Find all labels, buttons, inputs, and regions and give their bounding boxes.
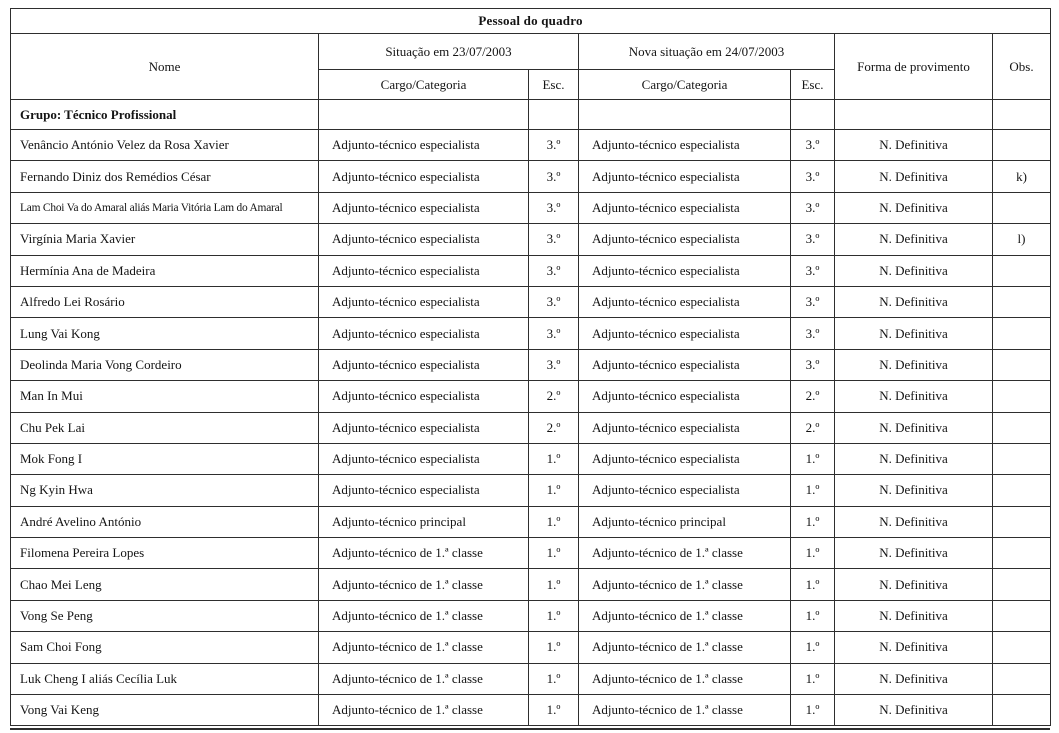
nome-cell: Venâncio António Velez da Rosa Xavier (11, 130, 319, 161)
nome-cell: Hermínia Ana de Madeira (11, 255, 319, 286)
esc-old-cell: 1.º (529, 443, 579, 474)
table-row (11, 381, 1051, 412)
nome-cell: Man In Mui (11, 381, 319, 412)
forma-cell: N. Definitiva (835, 632, 993, 663)
nome-cell: Filomena Pereira Lopes (11, 538, 319, 569)
col-header-situacao-new: Nova situação em 24/07/2003 (579, 34, 835, 70)
forma-cell: N. Definitiva (835, 224, 993, 255)
esc-new-cell: 3.º (791, 161, 835, 192)
esc-new-cell: 3.º (791, 349, 835, 380)
cargo-old-cell: Adjunto-técnico especialista (319, 130, 529, 161)
nome-cell: Virgínia Maria Xavier (11, 224, 319, 255)
table-title: Pessoal do quadro (11, 9, 1051, 34)
col-header-nome: Nome (11, 34, 319, 100)
esc-old-cell: 1.º (529, 475, 579, 506)
bottom-rule (10, 728, 1050, 730)
table-row (11, 475, 1051, 506)
cargo-old-cell: Adjunto-técnico de 1.ª classe (319, 663, 529, 694)
col-header-esc-new: Esc. (791, 70, 835, 100)
cargo-new-cell: Adjunto-técnico especialista (579, 318, 791, 349)
obs-cell (993, 475, 1051, 506)
forma-cell: N. Definitiva (835, 443, 993, 474)
cargo-old-cell: Adjunto-técnico especialista (319, 161, 529, 192)
forma-cell: N. Definitiva (835, 695, 993, 726)
esc-old-cell: 1.º (529, 632, 579, 663)
cargo-old-cell: Adjunto-técnico especialista (319, 255, 529, 286)
cargo-old-cell: Adjunto-técnico de 1.ª classe (319, 632, 529, 663)
nome-cell: Ng Kyin Hwa (11, 475, 319, 506)
cargo-new-cell: Adjunto-técnico especialista (579, 349, 791, 380)
table-row (11, 443, 1051, 474)
cargo-old-cell: Adjunto-técnico especialista (319, 318, 529, 349)
cargo-new-cell: Adjunto-técnico especialista (579, 192, 791, 223)
cargo-old-cell: Adjunto-técnico especialista (319, 286, 529, 317)
cargo-new-cell: Adjunto-técnico especialista (579, 161, 791, 192)
nome-cell: Luk Cheng I aliás Cecília Luk (11, 663, 319, 694)
cargo-old-cell: Adjunto-técnico especialista (319, 443, 529, 474)
esc-old-cell: 3.º (529, 286, 579, 317)
esc-old-cell: 1.º (529, 569, 579, 600)
esc-new-cell: 1.º (791, 695, 835, 726)
forma-cell: N. Definitiva (835, 130, 993, 161)
forma-cell: N. Definitiva (835, 506, 993, 537)
nome-cell: Deolinda Maria Vong Cordeiro (11, 349, 319, 380)
cargo-old-cell: Adjunto-técnico especialista (319, 412, 529, 443)
empty-cell (529, 100, 579, 130)
esc-new-cell: 2.º (791, 412, 835, 443)
forma-cell: N. Definitiva (835, 161, 993, 192)
obs-cell (993, 538, 1051, 569)
table-row (11, 255, 1051, 286)
esc-new-cell: 1.º (791, 663, 835, 694)
cargo-new-cell: Adjunto-técnico de 1.ª classe (579, 695, 791, 726)
esc-old-cell: 1.º (529, 600, 579, 631)
nome-cell: Sam Choi Fong (11, 632, 319, 663)
esc-new-cell: 3.º (791, 224, 835, 255)
table-body (11, 100, 1051, 726)
esc-new-cell: 1.º (791, 569, 835, 600)
table-row (11, 600, 1051, 631)
cargo-new-cell: Adjunto-técnico especialista (579, 255, 791, 286)
cargo-old-cell: Adjunto-técnico especialista (319, 349, 529, 380)
esc-new-cell: 1.º (791, 475, 835, 506)
cargo-old-cell: Adjunto-técnico especialista (319, 224, 529, 255)
esc-new-cell: 3.º (791, 130, 835, 161)
nome-cell: Fernando Diniz dos Remédios César (11, 161, 319, 192)
table-row (11, 538, 1051, 569)
esc-old-cell: 1.º (529, 695, 579, 726)
esc-old-cell: 2.º (529, 412, 579, 443)
esc-new-cell: 3.º (791, 286, 835, 317)
cargo-old-cell: Adjunto-técnico especialista (319, 192, 529, 223)
group-header-row (11, 100, 1051, 130)
cargo-new-cell: Adjunto-técnico de 1.ª classe (579, 538, 791, 569)
nome-cell: Chao Mei Leng (11, 569, 319, 600)
esc-new-cell: 3.º (791, 318, 835, 349)
obs-cell (993, 130, 1051, 161)
esc-new-cell: 2.º (791, 381, 835, 412)
table-row (11, 349, 1051, 380)
cargo-old-cell: Adjunto-técnico especialista (319, 381, 529, 412)
obs-cell (993, 663, 1051, 694)
empty-cell (579, 100, 791, 130)
obs-cell (993, 286, 1051, 317)
cargo-new-cell: Adjunto-técnico especialista (579, 224, 791, 255)
obs-cell (993, 192, 1051, 223)
cargo-old-cell: Adjunto-técnico de 1.ª classe (319, 600, 529, 631)
obs-cell (993, 600, 1051, 631)
forma-cell: N. Definitiva (835, 412, 993, 443)
forma-cell: N. Definitiva (835, 286, 993, 317)
forma-cell: N. Definitiva (835, 600, 993, 631)
col-header-situacao-old: Situação em 23/07/2003 (319, 34, 579, 70)
col-header-esc-old: Esc. (529, 70, 579, 100)
esc-old-cell: 3.º (529, 224, 579, 255)
table-row (11, 632, 1051, 663)
cargo-new-cell: Adjunto-técnico de 1.ª classe (579, 632, 791, 663)
cargo-new-cell: Adjunto-técnico de 1.ª classe (579, 569, 791, 600)
cargo-new-cell: Adjunto-técnico de 1.ª classe (579, 663, 791, 694)
staff-table (10, 8, 1051, 726)
esc-new-cell: 3.º (791, 255, 835, 286)
cargo-old-cell: Adjunto-técnico de 1.ª classe (319, 695, 529, 726)
esc-old-cell: 1.º (529, 506, 579, 537)
cargo-old-cell: Adjunto-técnico principal (319, 506, 529, 537)
esc-new-cell: 1.º (791, 632, 835, 663)
nome-cell: Lung Vai Kong (11, 318, 319, 349)
cargo-old-cell: Adjunto-técnico especialista (319, 475, 529, 506)
col-header-forma: Forma de provimento (835, 34, 993, 100)
forma-cell: N. Definitiva (835, 192, 993, 223)
nome-cell: Vong Se Peng (11, 600, 319, 631)
nome-cell: Mok Fong I (11, 443, 319, 474)
forma-cell: N. Definitiva (835, 663, 993, 694)
cargo-new-cell: Adjunto-técnico especialista (579, 130, 791, 161)
obs-cell (993, 349, 1051, 380)
cargo-new-cell: Adjunto-técnico especialista (579, 443, 791, 474)
forma-cell: N. Definitiva (835, 318, 993, 349)
forma-cell: N. Definitiva (835, 475, 993, 506)
esc-new-cell: 1.º (791, 538, 835, 569)
obs-cell: l) (993, 224, 1051, 255)
esc-old-cell: 3.º (529, 349, 579, 380)
forma-cell: N. Definitiva (835, 538, 993, 569)
nome-cell: André Avelino António (11, 506, 319, 537)
table-row (11, 663, 1051, 694)
table-row (11, 569, 1051, 600)
table-row (11, 506, 1051, 537)
obs-cell (993, 318, 1051, 349)
table-row (11, 318, 1051, 349)
table-row (11, 192, 1051, 223)
nome-cell: Lam Choi Va do Amaral aliás Maria Vitória Lam do Amaral (11, 192, 319, 223)
table-row (11, 161, 1051, 192)
esc-old-cell: 1.º (529, 538, 579, 569)
cargo-new-cell: Adjunto-técnico especialista (579, 475, 791, 506)
forma-cell: N. Definitiva (835, 349, 993, 380)
esc-new-cell: 3.º (791, 192, 835, 223)
cargo-new-cell: Adjunto-técnico principal (579, 506, 791, 537)
nome-cell: Chu Pek Lai (11, 412, 319, 443)
obs-cell (993, 569, 1051, 600)
col-header-cargo-new: Cargo/Categoria (579, 70, 791, 100)
obs-cell (993, 695, 1051, 726)
esc-new-cell: 1.º (791, 443, 835, 474)
nome-cell: Alfredo Lei Rosário (11, 286, 319, 317)
obs-cell (993, 255, 1051, 286)
table-title-row (11, 9, 1051, 34)
table-row (11, 224, 1051, 255)
esc-old-cell: 2.º (529, 381, 579, 412)
nome-cell: Vong Vai Keng (11, 695, 319, 726)
forma-cell: N. Definitiva (835, 569, 993, 600)
esc-old-cell: 1.º (529, 663, 579, 694)
forma-cell: N. Definitiva (835, 255, 993, 286)
obs-cell (993, 632, 1051, 663)
empty-cell (319, 100, 529, 130)
cargo-new-cell: Adjunto-técnico de 1.ª classe (579, 600, 791, 631)
cargo-old-cell: Adjunto-técnico de 1.ª classe (319, 569, 529, 600)
obs-cell: k) (993, 161, 1051, 192)
esc-old-cell: 3.º (529, 130, 579, 161)
forma-cell: N. Definitiva (835, 381, 993, 412)
cargo-new-cell: Adjunto-técnico especialista (579, 286, 791, 317)
table-row (11, 695, 1051, 726)
obs-cell (993, 412, 1051, 443)
header-row-1 (11, 34, 1051, 70)
esc-new-cell: 1.º (791, 506, 835, 537)
cargo-new-cell: Adjunto-técnico especialista (579, 381, 791, 412)
esc-old-cell: 3.º (529, 192, 579, 223)
empty-cell (835, 100, 993, 130)
esc-new-cell: 1.º (791, 600, 835, 631)
table-row (11, 130, 1051, 161)
table-row (11, 286, 1051, 317)
obs-cell (993, 381, 1051, 412)
esc-old-cell: 3.º (529, 161, 579, 192)
table-row (11, 412, 1051, 443)
esc-old-cell: 3.º (529, 255, 579, 286)
col-header-obs: Obs. (993, 34, 1051, 100)
cargo-old-cell: Adjunto-técnico de 1.ª classe (319, 538, 529, 569)
empty-cell (993, 100, 1051, 130)
esc-old-cell: 3.º (529, 318, 579, 349)
obs-cell (993, 443, 1051, 474)
cargo-new-cell: Adjunto-técnico especialista (579, 412, 791, 443)
col-header-cargo-old: Cargo/Categoria (319, 70, 529, 100)
empty-cell (791, 100, 835, 130)
group-label-cell: Grupo: Técnico Profissional (11, 100, 319, 130)
obs-cell (993, 506, 1051, 537)
